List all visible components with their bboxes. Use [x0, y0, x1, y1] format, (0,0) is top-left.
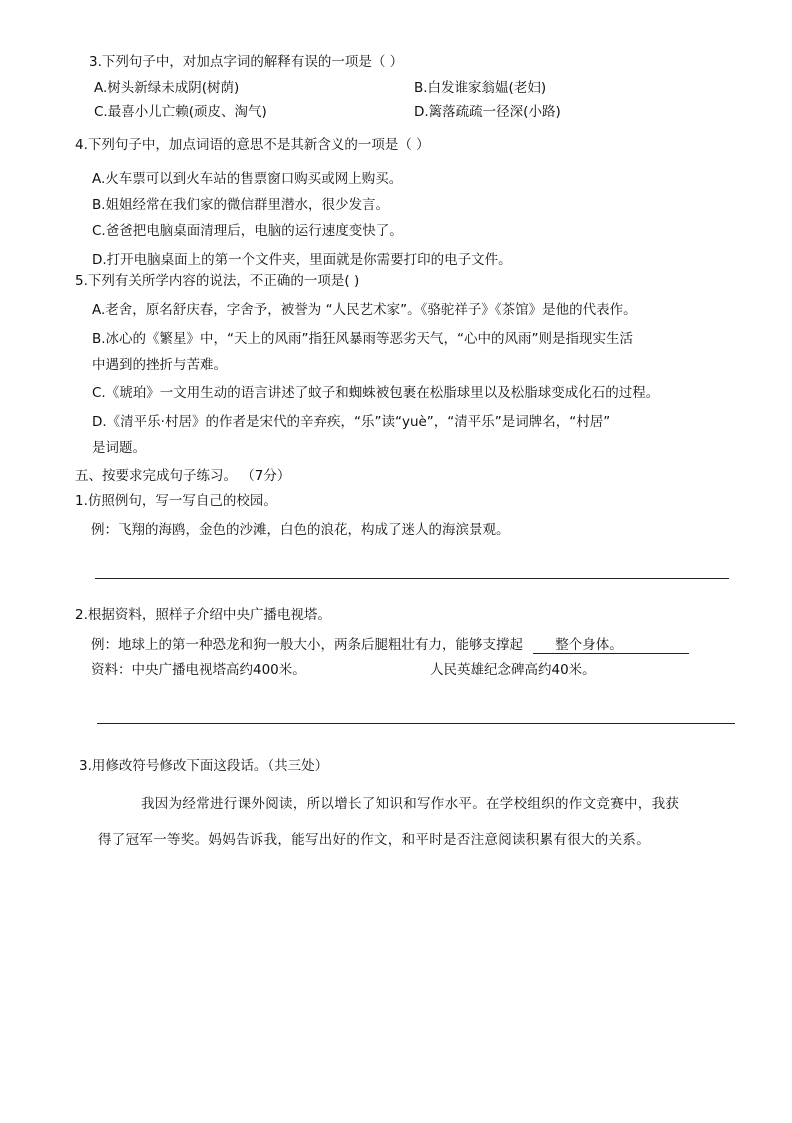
q5-option-d-line2: 是词题。 [92, 440, 146, 456]
s2-example-underlined: 整个身体。 [533, 637, 689, 654]
q3-option-b: B.白发谁家翁媪(老妇) [414, 80, 547, 96]
q5-option-a: A.老舍，原名舒庆春，字舍予，被誉为 “人民艺术家”。《骆驼祥子》《茶馆》是他的代表作。 [92, 302, 637, 318]
s3-stem: 3.用修改符号修改下面这段话。（共三处） [79, 758, 329, 774]
s2-example [91, 636, 689, 654]
q5-option-b-line2: 中遇到的挫折与苦难。 [92, 357, 227, 373]
q5-stem: 5.下列有关所学内容的说法，不正确的一项是( ) [75, 273, 360, 289]
q5-option-d-line1: D.《清平乐·村居》的作者是宋代的辛弃疾，“乐”读“yuè”，“清平乐”是词牌名，“村居” [92, 414, 611, 430]
q4-stem: 4.下列句子中，加点词语的意思不是其新含义的一项是（ ） [75, 137, 430, 153]
section5-title: 五、按要求完成句子练习。 （7分） [75, 468, 291, 484]
q4-option-b: B.姐姐经常在我们家的微信群里潜水，很少发言。 [92, 197, 390, 213]
s2-example-prefix: 例：地球上的第一种恐龙和狗一般大小，两条后腿粗壮有力，能够支撑起 [91, 637, 523, 653]
q3-option-d: D.篱落疏疏一径深(小路) [414, 104, 561, 120]
s2-material-2: 人民英雄纪念碑高约40米。 [430, 662, 596, 678]
s2-answer-line[interactable] [97, 723, 735, 724]
q4-option-c: C.爸爸把电脑桌面清理后，电脑的运行速度变快了。 [92, 223, 403, 239]
s3-paragraph-line2: 得了冠军一等奖。妈妈告诉我，能写出好的作文，和平时是否注意阅读积累有很大的关系。 [98, 832, 650, 848]
q4-option-a: A.火车票可以到火车站的售票窗口购买或网上购买。 [92, 171, 403, 187]
q4-option-d: D.打开电脑桌面上的第一个文件夹，里面就是你需要打印的电子文件。 [92, 252, 512, 268]
s1-stem: 1.仿照例句，写一写自己的校园。 [75, 493, 277, 509]
q5-option-b-line1: B.冰心的《繁星》中，“天上的风雨”指狂风暴雨等恶劣天气，“心中的风雨”则是指现实生活 [92, 331, 634, 347]
s2-material-1: 资料：中央广播电视塔高约400米。 [91, 662, 306, 678]
q3-stem: 3.下列句子中，对加点字词的解释有误的一项是（ ） [89, 54, 404, 70]
s2-stem: 2.根据资料，照样子介绍中央广播电视塔。 [75, 607, 331, 623]
q5-option-c: C.《琥珀》一文用生动的语言讲述了蚊子和蜘蛛被包裹在松脂球里以及松脂球变成化石的过程。 [92, 385, 660, 401]
s3-paragraph-line1: 我因为经常进行课外阅读，所以增长了知识和写作水平。在学校组织的作文竞赛中，我获 [141, 796, 680, 812]
q3-option-a: A.树头新绿未成阴(树荫) [94, 80, 240, 96]
s1-answer-line[interactable] [95, 578, 729, 579]
s1-example: 例：飞翔的海鸥，金色的沙滩，白色的浪花，构成了迷人的海滨景观。 [91, 522, 510, 538]
q3-option-c: C.最喜小儿亡赖(顽皮、淘气) [94, 104, 267, 120]
